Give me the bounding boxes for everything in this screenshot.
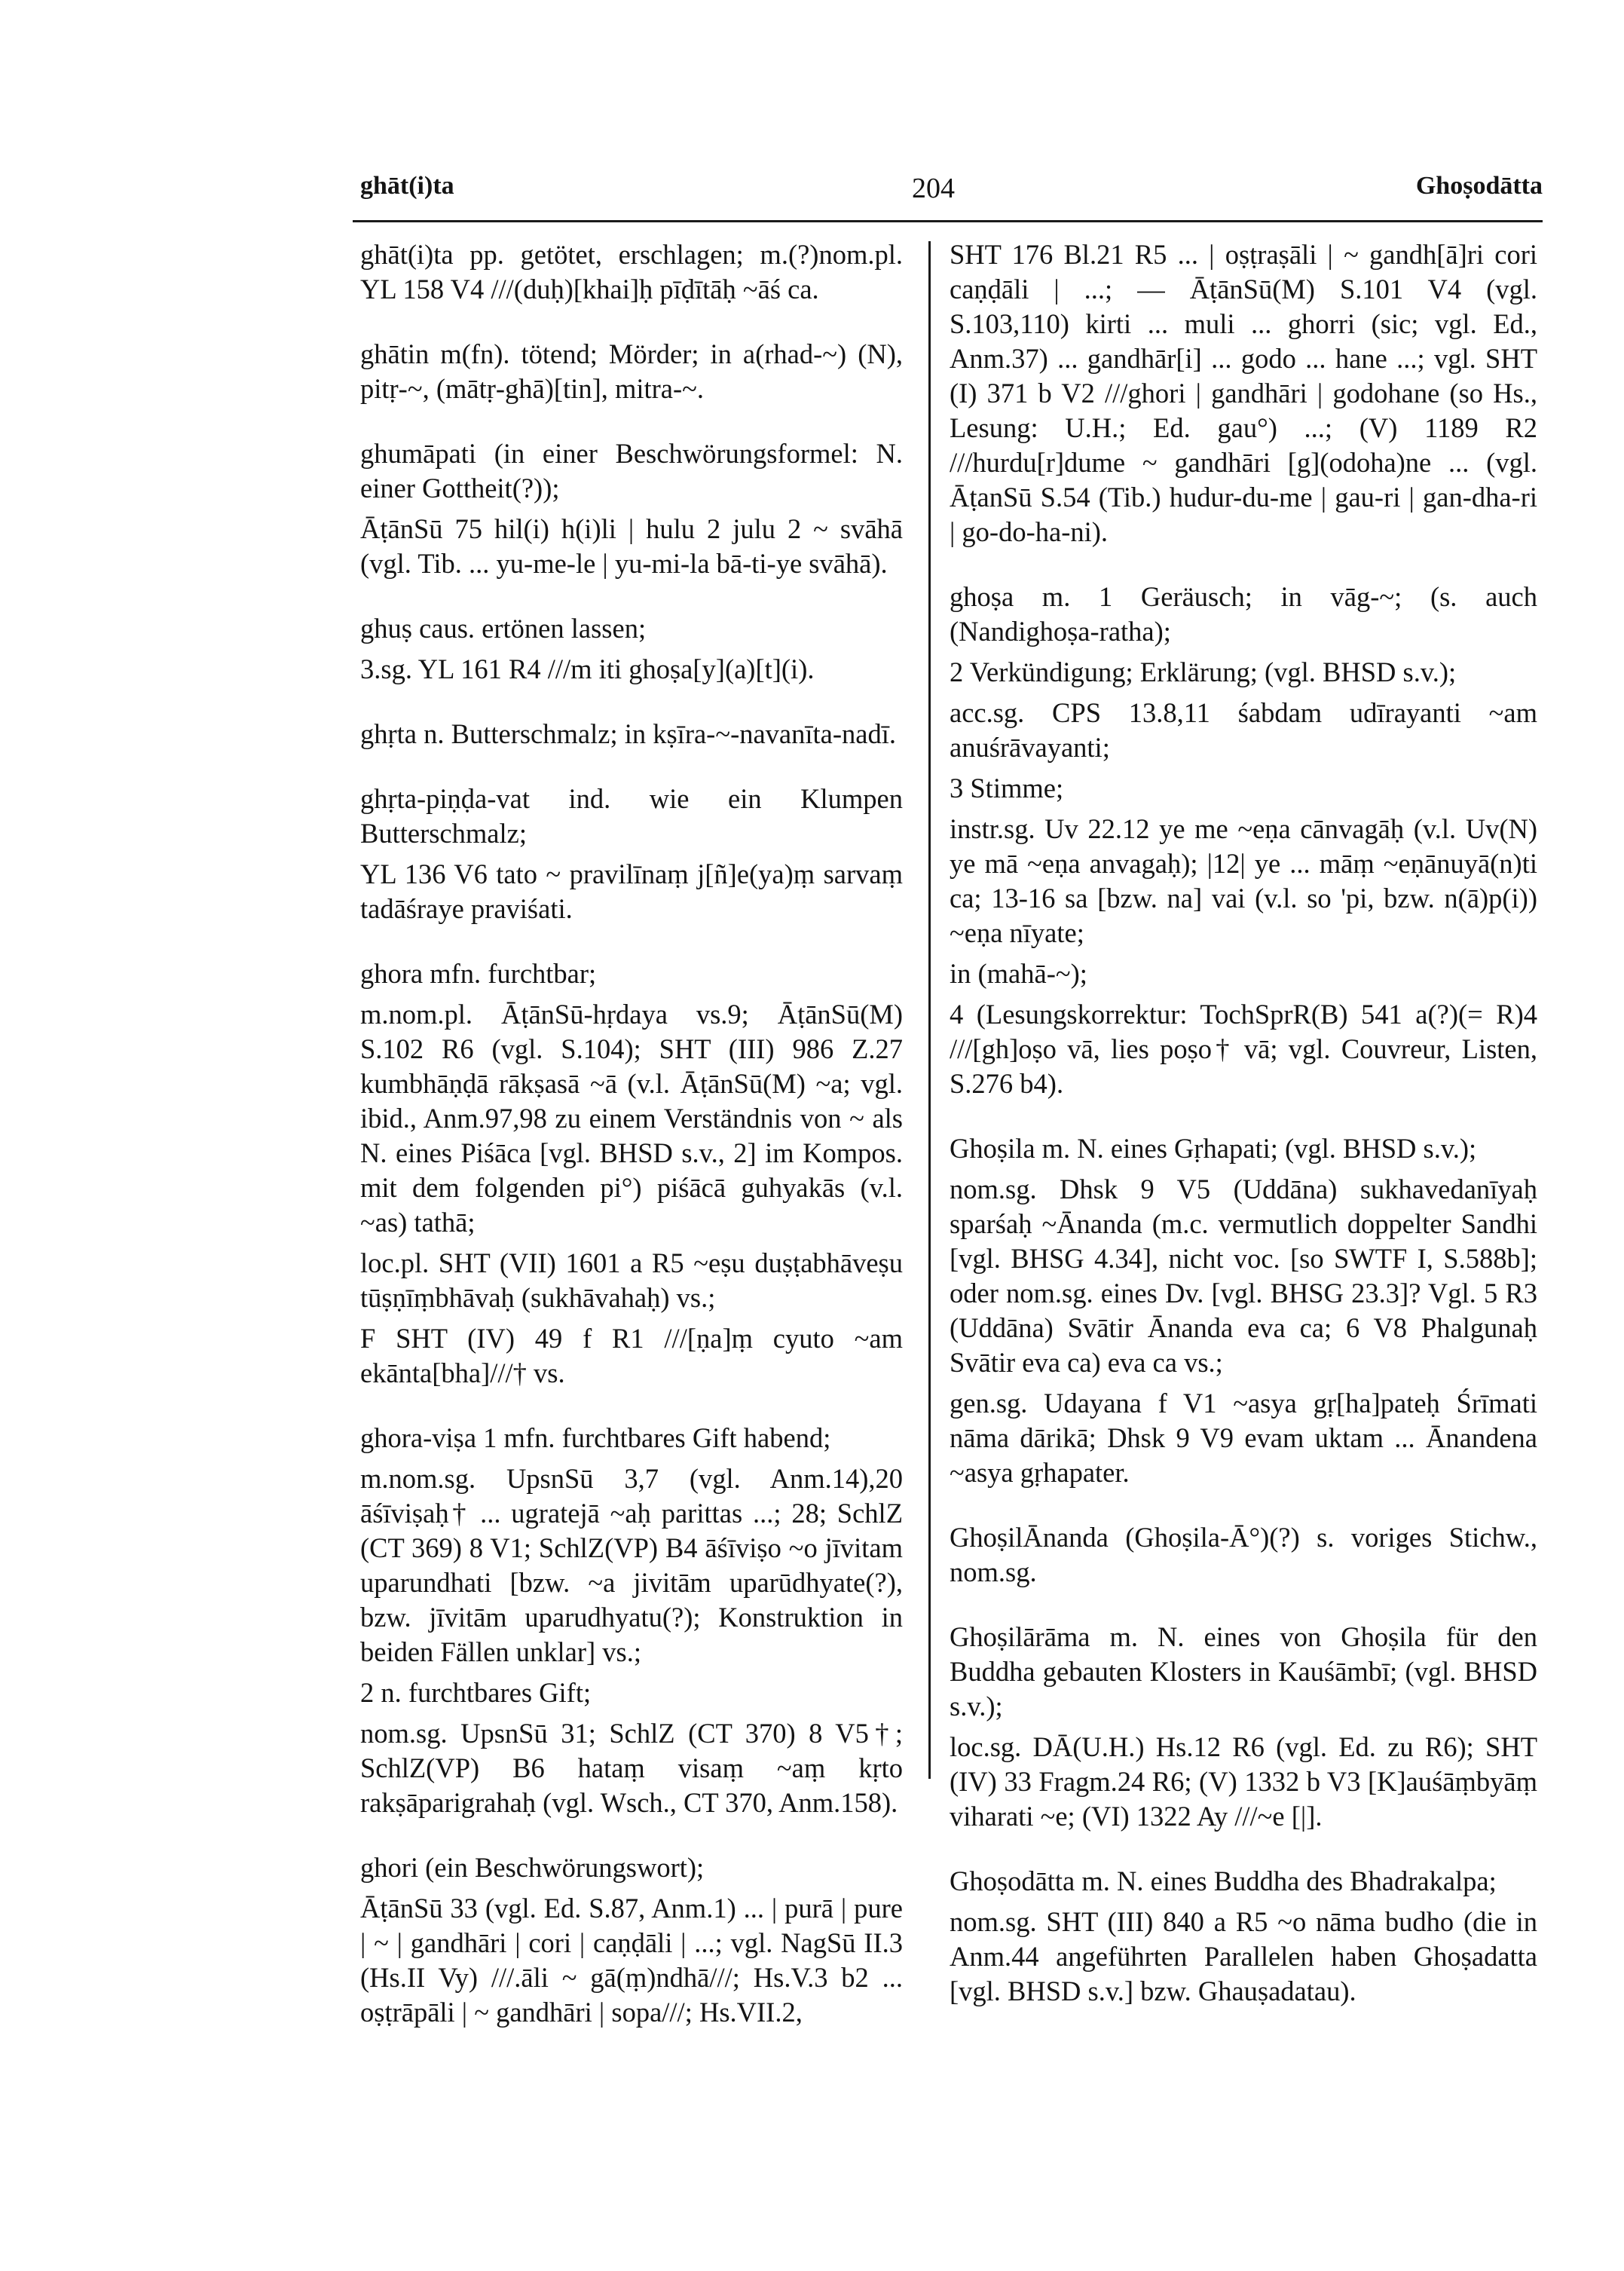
entry-text: ghṛta-piṇḍa-vat ind. wie ein Klumpen Butterschmalz; [360,783,903,849]
entry-text: ghoṣa m. 1 Geräusch; in vāg-~; (s. auch (Nandighoṣa-ratha); [950,581,1537,647]
entry-text: in (mahā-~); [950,958,1087,989]
running-head-right: Ghoṣodātta [1415,172,1543,200]
entry-text: nom.sg. UpsnSū 31; SchlZ (CT 370) 8 V5†; SchlZ(VP) B6 hataṃ visaṃ ~aṃ kṛto rakṣāparigrahaḥ (vgl. Wsch., CT 370, Anm.158). [360,1718,903,1818]
entry-text: gen.sg. Udayana f V1 ~asya gṛ[ha]pateḥ Śrīmati nāma dārikā; Dhsk 9 V9 evam uktam ... Ānandena ~asya gṛhapater. [950,1388,1537,1488]
entry-ghori [360,1850,903,2030]
entry-ghrta-pinda-vat [360,782,903,926]
entry-text: m.nom.sg. UpsnSū 3,7 (vgl. Anm.14),20 āśīviṣaḥ† ... ugratejā ~aḥ parittas ...; 28; SchlZ (CT 369) 8 V1; SchlZ(VP) B4 āśīviṣo ~o jīvitam uparundhati [bzw. ~a jivitām uparūdhyate(?), bzw. jīvitām uparudhyatu(?); Konstruktion in beiden Fällen unklar] vs.; [360,1463,903,1667]
entry-text: 2 Verkündigung; Erklärung; (vgl. BHSD s.v.); [950,657,1457,687]
entry-text: 4 (Lesungskorrektur: TochSprR(B) 541 a(?)(= R)4 ///[gh]oṣo vā, lies poṣo† vā; vgl. Couvreur, Listen, S.276 b4). [950,999,1537,1099]
entry-text: m.nom.pl. ĀṭānSū-hṛdaya vs.9; ĀṭānSū(M) S.102 R6 (vgl. S.104); SHT (III) 986 Z.27 kumbhāṇḍā rākṣasā ~ā (v.l. ĀṭānSū(M) ~a; vgl. ibid., Anm.97,98 zu einem Verständnis von ~ als N. eines Piśāca [vgl. BHSD s.v., 2] im Kompos. mit dem folgenden pi°) piśācā guhyakās (v.l. ~as) tathā; [360,999,903,1238]
entry-ghosilananda [950,1520,1537,1590]
entry-text: YL 136 V6 tato ~ pravilīnaṃ j[ñ]e(ya)ṃ sarvaṃ tadāśraye praviśati. [360,859,903,924]
right-column [950,237,1537,2015]
entry-text: loc.sg. DĀ(U.H.) Hs.12 R6 (vgl. Ed. zu R6); SHT (IV) 33 Fragm.24 R6; (V) 1332 b V3 [K]auśāṃbyāṃ viharati ~e; (VI) 1322 Ay ///~e [|]. [950,1731,1537,1832]
entry-text: F SHT (IV) 49 f R1 ///[ṇa]ṃ cyuto ~am ekānta[bha]///† vs. [360,1323,903,1388]
entry-text: ghṛta n. Butterschmalz; in kṣīra-~-navanīta-nadī. [360,718,896,749]
entry-text: GhoṣilĀnanda (Ghoṣila-Ā°)(?) s. voriges Stichw., nom.sg. [950,1522,1537,1587]
running-head-left: ghāt(i)ta [360,172,454,200]
page-number: 204 [912,173,955,204]
entry-text: ghāt(i)ta pp. getötet, erschlagen; m.(?)nom.pl. YL 158 V4 ///(duḥ)[khai]ḥ pīḍītāḥ ~āś ca. [360,239,903,305]
entry-text: Ghoṣila m. N. eines Gṛhapati; (vgl. BHSD s.v.); [950,1133,1477,1164]
entry-ghosodatta [950,1864,1537,2009]
entry-text: ghuṣ caus. ertönen lassen; [360,613,647,644]
entry-ghora [360,956,903,1391]
entry-text: Ghoṣilārāma m. N. eines von Ghoṣila für den Buddha gebauten Klosters in Kauśāmbī; (vgl. BHSD s.v.); [950,1621,1537,1722]
entry-text: ghora mfn. furchtbar; [360,958,597,989]
entry-text: Ghoṣodātta m. N. eines Buddha des Bhadrakalpa; [950,1865,1497,1896]
entry-text: SHT 176 Bl.21 R5 ... | oṣṭraṣāli | ~ gandh[ā]ri cori caṇḍāli | ...; — ĀṭānSū(M) S.101 V4 (vgl. S.103,110) kirti ... muli ... ghorri (sic; vgl. Ed., Anm.37) ... gandhār[i] ... godo ... hane ...; vgl. SHT (I) 371 b V2 ///ghori | gandhāri | godohane (so Hs., Lesung: U.H.; Ed. gau°) ...; (V) 1189 R2 ///hurdu[r]dume ~ gandhāri [g](odoha)ne ... (vgl. ĀṭanSū S.54 (Tib.) hudur-du-me | gau-ri | gan-dha-ri | go-do-ha-ni). [950,239,1537,547]
entry-text: loc.pl. SHT (VII) 1601 a R5 ~eṣu duṣṭabhāveṣu tūṣṇīṃbhāvaḥ (sukhāvahaḥ) vs.; [360,1247,903,1313]
entry-text: 3.sg. YL 161 R4 ///m iti ghoṣa[y](a)[t](i). [360,653,815,684]
column-divider [928,241,931,1779]
entry-ghatin [360,337,903,406]
entry-text: nom.sg. Dhsk 9 V5 (Uddāna) sukhavedanīyaḥ sparśaḥ ~Ānanda (m.c. vermutlich doppelter Sandhi [vgl. BHSG 4.34], nicht voc. [so SWTF I, S.588b]; oder nom.sg. eines Dv. [vgl. BHSG 23.3]? Vgl. 5 R3 (Uddāna) Svātir Ānanda eva ca; 6 V8 Phalgunaḥ Svātir eva ca) eva ca vs.; [950,1174,1537,1378]
entry-text: ghora-viṣa 1 mfn. furchtbares Gift habend; [360,1422,831,1453]
entry-text: nom.sg. SHT (III) 840 a R5 ~o nāma budho (die in Anm.44 angeführten Parallelen haben Ghoṣadatta [vgl. BHSD s.v.] bzw. Ghauṣadatau). [950,1906,1537,2006]
left-column [360,237,903,2036]
entry-ghrta [360,717,903,751]
entry-text: ghumāpati (in einer Beschwörungsformel: N. einer Gottheit(?)); [360,438,903,503]
entry-text: 3 Stimme; [950,773,1064,803]
entry-text: ghātin m(fn). tötend; Mörder; in a(rhad-~) (N), pitṛ-~, (mātṛ-ghā)[tin], mitra-~. [360,338,903,404]
entry-ghus [360,611,903,687]
entry-ghumapati [360,436,903,581]
entry-text: ĀṭānSū 75 hil(i) h(i)li | hulu 2 julu 2 ~ svāhā (vgl. Tib. ... yu-me-le | yu-mi-la bā-ti-ye svāhā). [360,513,903,579]
entry-text: instr.sg. Uv 22.12 ye me ~eṇa cānvagāḥ (v.l. Uv(N) ye mā ~eṇa anvagaḥ); |12| ye ... māṃ ~eṇānuyā(n)ti ca; 13-16 sa [bzw. na] vai (v.l. so 'pi, bzw. n(ā)p(i)) ~eṇa nīyate; [950,813,1537,948]
header-rule [353,220,1543,222]
entry-text: ĀṭānSū 33 (vgl. Ed. S.87, Anm.1) ... | purā | pure | ~ | gandhāri | cori | caṇḍāli | ...; vgl. NagSū II.3 (Hs.II Vy) ///.āli ~ gā(ṃ)ndhā///; Hs.V.3 b2 ... oṣṭrāpāli | ~ gandhāri | sopa///; Hs.VII.2, [360,1893,903,2028]
entry-text: acc.sg. CPS 13.8,11 śabdam udīrayanti ~am anuśrāvayanti; [950,697,1537,763]
entry-ghosila [950,1131,1537,1490]
entry-text: ghori (ein Beschwörungswort); [360,1852,705,1883]
entry-ghosilarama [950,1620,1537,1834]
entry-ghosa [950,580,1537,1101]
entry-ghatita [360,237,903,307]
entry-ghori-continued [950,237,1537,549]
entry-text: 2 n. furchtbares Gift; [360,1677,592,1708]
entry-ghora-visa [360,1421,903,1820]
